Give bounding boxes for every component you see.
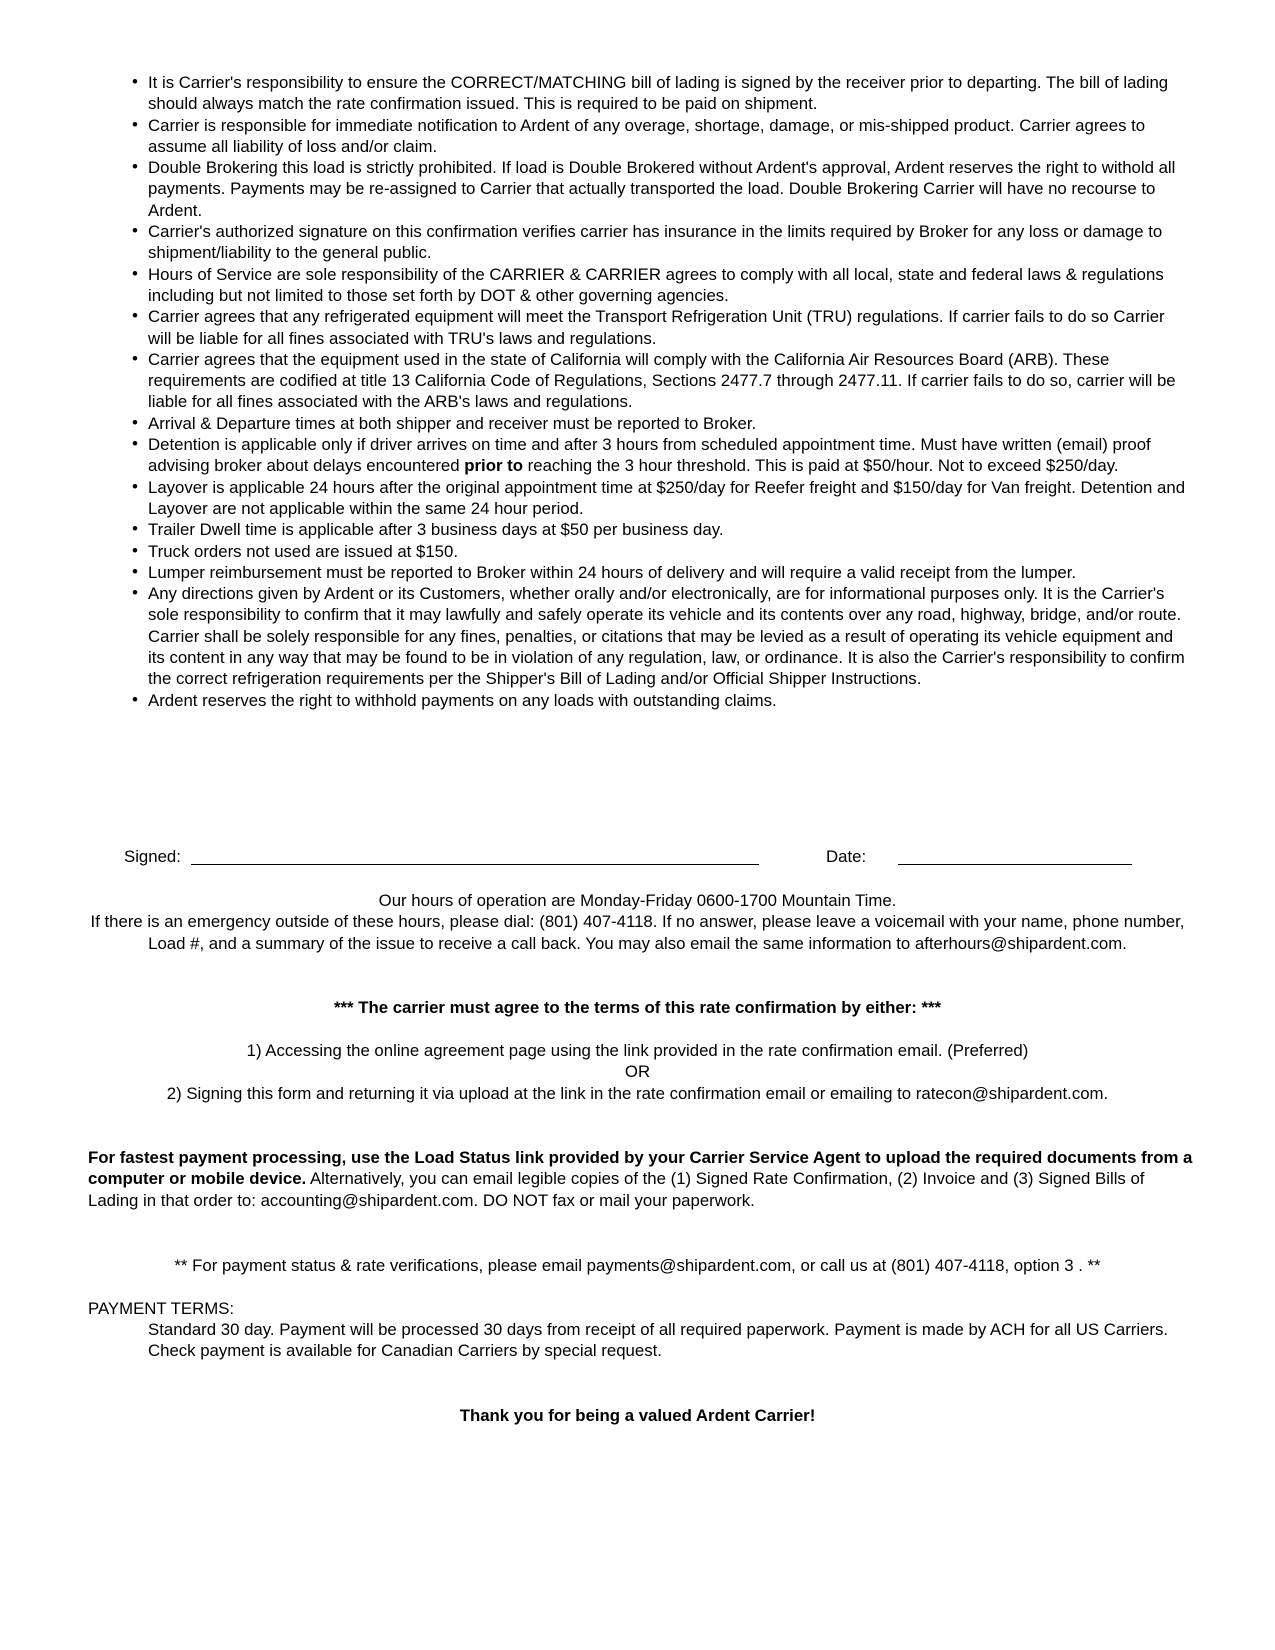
term-item: • Carrier's authorized signature on this confirmation verifies carrier has insurance in the limits required by Broker for any loss or damage to shipment/liability to the general public. xyxy=(128,221,1188,264)
hours-line: Our hours of operation are Monday-Friday 0600-1700 Mountain Time. xyxy=(378,891,897,910)
detention-emphasis: prior to xyxy=(464,456,523,476)
term-item: • Ardent reserves the right to withhold payments on any loads with outstanding claims. xyxy=(128,690,1188,711)
detention-text-end: reaching the 3 hour threshold. This is paid at $50/hour. Not to exceed $250/day. xyxy=(523,456,1119,476)
term-item: • Hours of Service are sole responsibility of the CARRIER & CARRIER agrees to comply with all local, state and federal laws & regulations including but not limited to those set forth by DOT & other governing agencies. xyxy=(128,264,1188,307)
term-item: • Carrier is responsible for immediate notification to Ardent of any overage, shortage, damage, or mis-shipped product. Carrier agrees to assume all liability of loss and/or claim. xyxy=(128,115,1188,158)
agreement-option-1: 1) Accessing the online agreement page using the link provided in the rate confirmation email. (Preferred) xyxy=(246,1041,1029,1060)
term-item: • Truck orders not used are issued at $150. xyxy=(128,541,1188,562)
date-line[interactable] xyxy=(898,864,1132,865)
signed-label: Signed: xyxy=(124,847,181,866)
term-item: • Trailer Dwell time is applicable after 3 business days at $50 per business day. xyxy=(128,519,1188,540)
term-item: • Double Brokering this load is strictly prohibited. If load is Double Brokered without Ardent's approval, Ardent reserves the right to withold all payments. Payments may be re-assigned to Carrier that actually transported the load. Double Brokering Carrier will have no recourse to Ardent. xyxy=(128,157,1188,221)
agreement-or: OR xyxy=(624,1062,651,1082)
term-item: • Lumper reimbursement must be reported to Broker within 24 hours of delivery and will require a valid receipt from the lumper. xyxy=(128,562,1188,583)
agreement-title: *** The carrier must agree to the terms of this rate confirmation by either: *** xyxy=(333,998,942,1017)
agreement-options xyxy=(80,1040,1195,1104)
detention-text: Detention is applicable only if driver arrives on time and after 3 hours from scheduled appointment time. Must have written (email) proof advising broker about delays encountered xyxy=(148,435,1151,476)
payment-status-note: ** For payment status & rate verifications, please email payments@shipardent.com, or call us at (801) 407-4118, option 3 . ** xyxy=(174,1256,1101,1275)
payment-terms-body: Standard 30 day. Payment will be processed 30 days from receipt of all required paperwork. Payment is made by ACH for all US Carriers. Check payment is available for Canadian Carriers by special request. xyxy=(148,1320,1169,1361)
payment-processing-note xyxy=(88,1147,1198,1211)
hours-of-operation xyxy=(80,890,1195,954)
term-item: • Carrier agrees that the equipment used in the state of California will comply with the California Air Resources Board (ARB). These requirements are codified at title 13 California Code of Regulations, Sections 2477.7 through 2477.11. If carrier fails to do so, carrier will be liable for all fines associated with the ARB's laws and regulations. xyxy=(128,349,1188,413)
term-item: • Layover is applicable 24 hours after the original appointment time at $250/day for Reefer freight and $150/day for Van freight. Detention and Layover are not applicable within the same 24 hour period. xyxy=(128,477,1188,520)
term-item: • Any directions given by Ardent or its Customers, whether orally and/or electronically, are for informational purposes only. It is the Carrier's sole responsibility to confirm that it may lawfully and safely operate its vehicle and its contents over any road, highway, bridge, and/or route. Carrier shall be solely responsible for any fines, penalties, or citations that may be levied as a result of operating its vehicle equipment and its content in any way that may be found to be in violation of any regulation, law, or ordinance. It is also the Carrier's responsibility to confirm the correct refrigeration requirements per the Shipper's Bill of Lading and/or Official Shipper Instructions. xyxy=(128,583,1188,689)
agreement-option-2: 2) Signing this form and returning it via upload at the link in the rate confirmation email or emailing to ratecon@shipardent.com. xyxy=(166,1083,1109,1103)
payment-processing-text: Alternatively, you can email legible copies of the (1) Signed Rate Confirmation, (2) Invoice and (3) Signed Bills of Lading in that order to: accounting@shipardent.com. DO NOT fax or mail your paperwork. xyxy=(88,1169,1145,1210)
payment-terms-title: PAYMENT TERMS: xyxy=(88,1299,235,1318)
signature-line[interactable] xyxy=(191,864,759,865)
terms-list xyxy=(128,72,1188,711)
payment-processing-bold: For fastest payment processing, use the Load Status link provided by your Carrier Service Agent to upload the required documents from a computer or mobile device. xyxy=(88,1148,1193,1189)
term-item: • It is Carrier's responsibility to ensure the CORRECT/MATCHING bill of lading is signed by the receiver prior to departing. The bill of lading should always match the rate confirmation issued. This is required to be paid on shipment. xyxy=(128,72,1188,115)
term-item: • Arrival & Departure times at both shipper and receiver must be reported to Broker. xyxy=(128,413,1188,434)
emergency-instructions: If there is an emergency outside of these hours, please dial: (801) 407-4118. If no answer, please leave a voicemail with your name, phone number, Load #, and a summary of the issue to receive a call back. You may also email the same information to afterhours@shipardent.com. xyxy=(90,912,1185,953)
date-label: Date: xyxy=(826,847,867,866)
thank-you-note: Thank you for being a valued Ardent Carrier! xyxy=(459,1406,816,1425)
term-item: • Carrier agrees that any refrigerated equipment will meet the Transport Refrigeration Unit (TRU) regulations. If carrier fails to do so Carrier will be liable for all fines associated with TRU's laws and regulations. xyxy=(128,306,1188,349)
term-item-detention xyxy=(128,434,1188,477)
